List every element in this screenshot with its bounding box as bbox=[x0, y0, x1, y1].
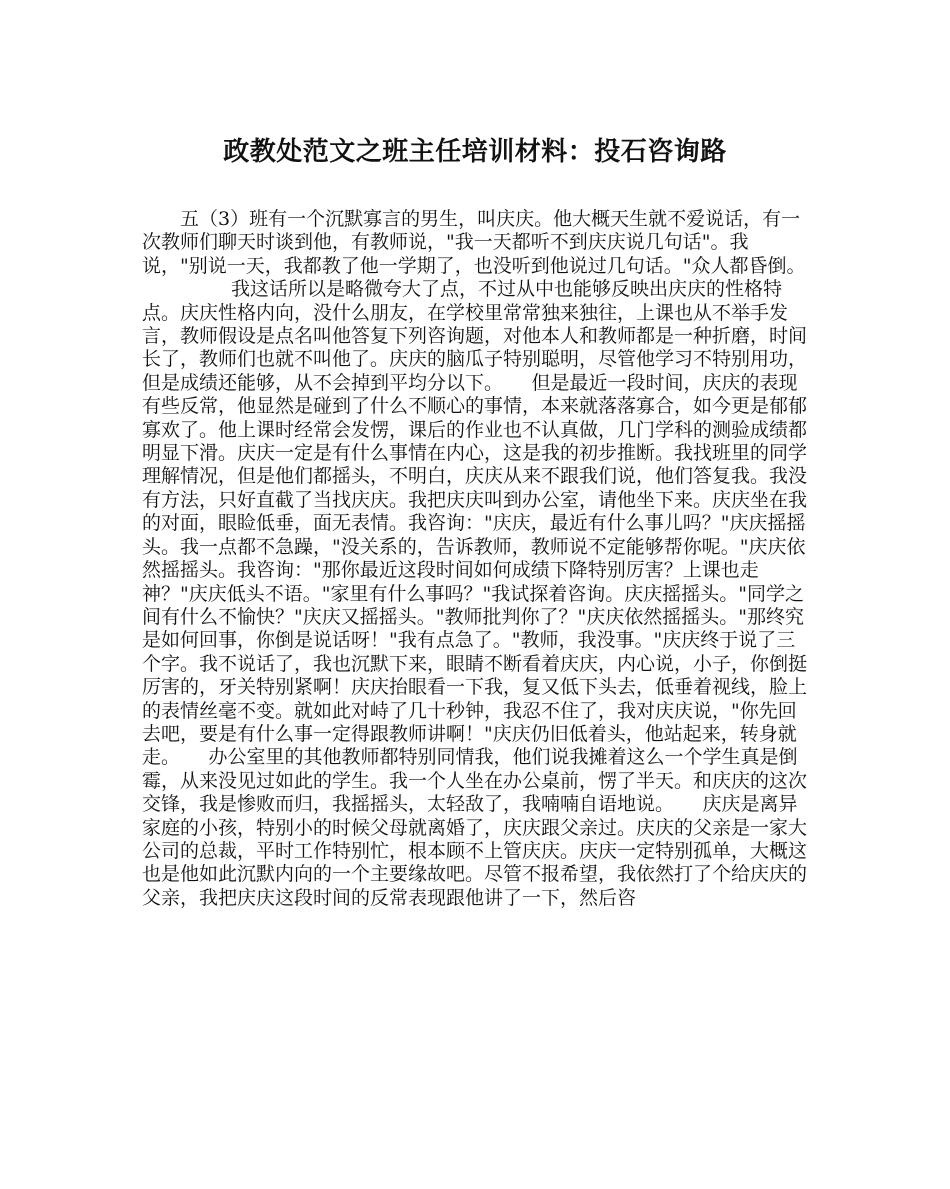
paragraph-2: 我这话所以是略微夸大了点，不过从中也能够反映出庆庆的性格特点。庆庆性格内向，没什么朋友，在学校里常常独来独往，上课也从不举手发言，教师假设是点名叫他答复下列咨询题，对他本人和教师都是一种折磨，时间长了，教师们也就不叫他了。庆庆的脑瓜子特别聪明，尽管他学习不特别用功，但是成绩还能够，从不会掉到平均分以下。 但是最近一段时间，庆庆的表现有些反常，他显然是碰到了什么不顺心的事情，本来就落落寡合，如今更是郁郁寡欢了。他上课时经常会发愣，课后的作业也不认真做，几门学科的测验成绩都明显下滑。庆庆一定是有什么事情在内心，这是我的初步推断。我找班里的同学理解情况，但是他们都摇头，不明白，庆庆从来不跟我们说，他们答复我。我没有方法，只好直截了当找庆庆。我把庆庆叫到办公室，请他坐下来。庆庆坐在我的对面，眼睑低垂，面无表情。我咨询："庆庆，最近有什么事儿吗？"庆庆摇摇头。我一点都不急躁，"没关系的，告诉教师，教师说不定能够帮你呢。"庆庆依然摇摇头。我咨询："那你最近这段时间如何成绩下降特别厉害？上课也走神？"庆庆低头不语。"家里有什么事吗？"我试探着咨询。庆庆摇摇头。"同学之间有什么不愉快？"庆庆又摇摇头。"教师批判你了？"庆庆依然摇摇头。"那终究是如何回事，你倒是说话呀！"我有点急了。"教师，我没事。"庆庆终于说了三个字。我不说话了，我也沉默下来，眼睛不断看着庆庆，内心说，小子，你倒挺厉害的，牙关特别紧啊！庆庆抬眼看一下我，复又低下头去，低垂着视线，脸上的表情丝毫不变。就如此对峙了几十秒钟，我忍不住了，我对庆庆说，"你先回去吧，要是有什么事一定得跟教师讲啊！"庆庆仍旧低着头，他站起来，转身就走。 办公室里的其他教师都特别同情我，他们说我摊着这么一个学生真是倒霉，从来没见过如此的学生。我一个人坐在办公桌前，愣了半天。和庆庆的这次交锋，我是惨败而归，我摇摇头，太轻敌了，我喃喃自语地说。 庆庆是离异家庭的小孩，特别小的时候父母就离婚了，庆庆跟父亲过。庆庆的父亲是一家大公司的总裁，平时工作特别忙，根本顾不上管庆庆。庆庆一定特别孤单，大概这也是他如此沉默内向的一个主要缘故吧。尽管不报希望，我依然打了个给庆庆的父亲，我把庆庆这段时间的反常表现跟他讲了一下，然后咨 bbox=[142, 278, 808, 909]
document-body bbox=[142, 208, 812, 910]
document-title: 政教处范文之班主任培训材料：投石咨询路 bbox=[223, 137, 727, 167]
paragraph-1: 五（3）班有一个沉默寡言的男生，叫庆庆。他大概天生就不爱说话，有一次教师们聊天时谈到他，有教师说，"我一天都听不到庆庆说几句话"。我说，"别说一天，我都教了他一学期了，也没听到他说过几句话。"众人都昏倒。 bbox=[142, 208, 806, 277]
